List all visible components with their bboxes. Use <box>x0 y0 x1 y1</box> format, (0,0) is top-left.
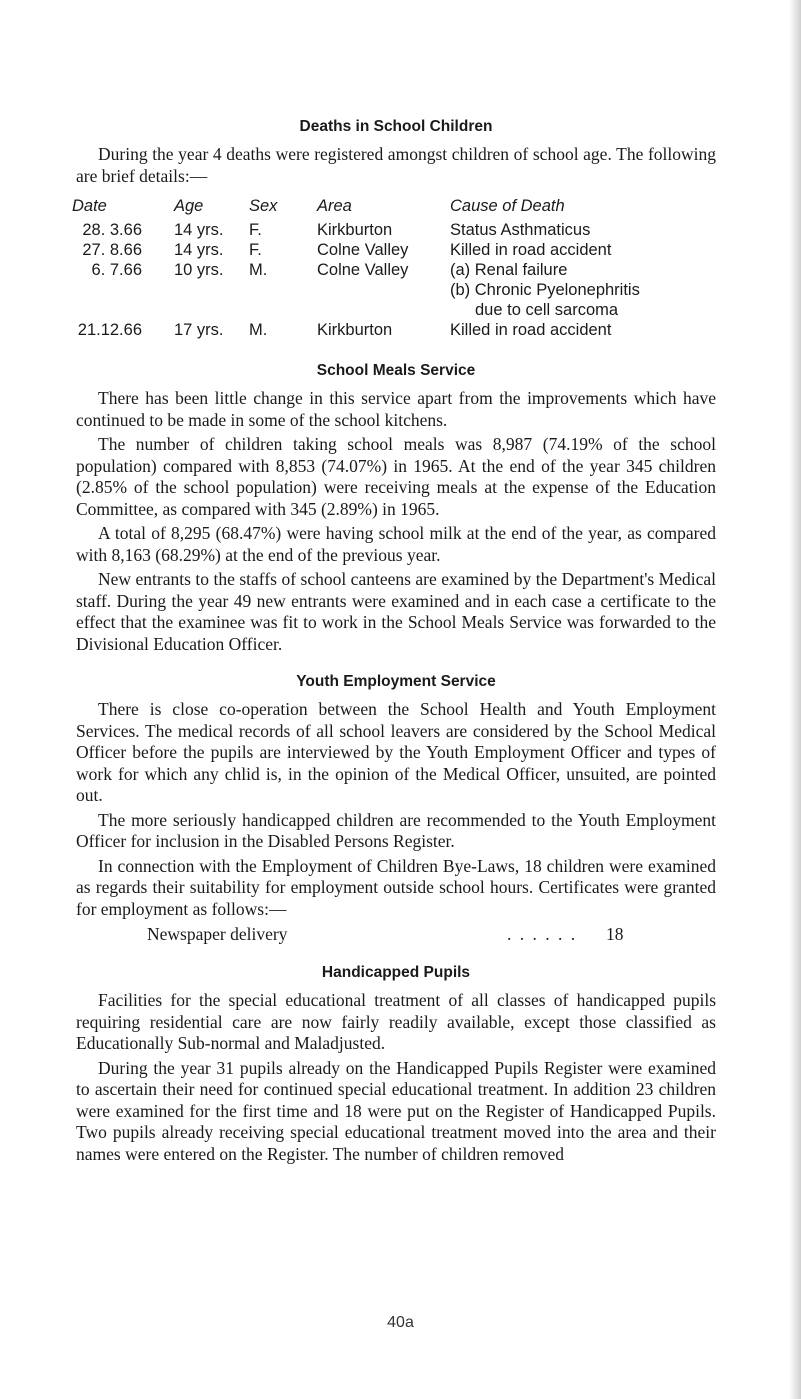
deaths-table-header <box>72 196 716 216</box>
table-row <box>76 220 716 240</box>
table-row-continuation <box>76 300 716 320</box>
row-cause: (a) Renal failure <box>450 261 568 279</box>
meals-paragraph: A total of 8,295 (68.47%) were having school milk at the end of the year, as compared with 8,163 (68.29%) at the end of the previous year. <box>76 523 716 565</box>
row-date: 6. 7.66 <box>91 261 142 279</box>
document-page <box>72 118 716 1165</box>
row-sex: F. <box>249 221 262 239</box>
row-cause-line: (b) Chronic Pyelonephritis <box>450 281 640 299</box>
table-row-continuation <box>76 280 716 300</box>
meals-paragraph: There has been little change in this service apart from the improvements which have continued to be made in some of the school kitchens. <box>76 388 716 430</box>
page-number: 40a <box>387 1314 414 1331</box>
row-cause: Killed in road accident <box>450 241 612 259</box>
row-cause: Status Asthmaticus <box>450 221 591 239</box>
row-age: 10 yrs. <box>174 261 224 279</box>
row-area: Colne Valley <box>317 261 409 279</box>
row-cause-line: due to cell sarcoma <box>475 301 619 319</box>
youth-paragraph: The more seriously handicapped children are recommended to the Youth Employment Officer for inclusion in the Disabled Persons Register. <box>76 809 716 851</box>
youth-section <box>76 673 716 946</box>
row-sex: F. <box>249 241 262 259</box>
col-cause: Cause of Death <box>450 197 565 215</box>
meals-heading: School Meals Service <box>316 362 476 379</box>
handicapped-section <box>76 964 716 1165</box>
youth-paragraph: In connection with the Employment of Children Bye-Laws, 18 children were examined as regards their suitability for employment outside school hours. Certificates were granted for employment as follows:— <box>76 855 716 919</box>
certificate-label: Newspaper delivery <box>147 924 288 944</box>
col-area: Area <box>317 197 352 215</box>
deaths-heading: Deaths in School Children <box>299 118 493 135</box>
row-cause: Killed in road accident <box>450 321 612 339</box>
meals-section <box>76 362 716 655</box>
row-age: 14 yrs. <box>174 221 224 239</box>
youth-heading: Youth Employment Service <box>296 673 496 690</box>
col-sex: Sex <box>249 197 278 215</box>
handicapped-heading: Handicapped Pupils <box>321 964 471 981</box>
certificate-line <box>76 924 716 946</box>
deaths-section <box>72 118 716 340</box>
row-sex: M. <box>249 321 268 339</box>
row-sex: M. <box>249 261 268 279</box>
handicapped-paragraph: Facilities for the special educational treatment of all classes of handicapped pupils requiring residential care are now fairly readily available, except those classified as Educationally Sub-normal and Maladjusted. <box>76 990 716 1053</box>
meals-paragraph: New entrants to the staffs of school canteens are examined by the Department's Medical staff. During the year 49 new entrants were examined and in each case a certificate to the effect that the examinee was fit to work in the School Meals Service was forwarded to the Divisional Education Officer. <box>76 569 716 654</box>
deaths-intro: During the year 4 deaths were registered amongst children of school age. The following are brief details:— <box>76 144 716 186</box>
row-date: 21.12.66 <box>77 321 142 339</box>
col-date: Date <box>72 197 107 215</box>
table-row <box>76 260 716 280</box>
row-age: 17 yrs. <box>174 321 224 339</box>
row-date: 28. 3.66 <box>82 221 142 239</box>
row-area: Colne Valley <box>317 241 409 259</box>
table-row <box>76 240 716 260</box>
col-age: Age <box>174 197 204 215</box>
row-date: 27. 8.66 <box>82 241 142 259</box>
row-area: Kirkburton <box>317 321 393 339</box>
handicapped-paragraph: During the year 31 pupils already on the Handicapped Pupils Register were examined to ascertain their need for continued special educational treatment. In addition 23 children were examined for the first time and 18 were put on the Register of Handicapped Pupils. Two pupils already receiving special educational treatment moved into the area and their names were entered on the Register. The number of children removed <box>76 1057 716 1164</box>
leader-dots: . . . . . . <box>507 924 578 944</box>
certificate-count: 18 <box>606 924 624 944</box>
deaths-table <box>72 196 716 340</box>
row-age: 14 yrs. <box>174 241 224 259</box>
row-area: Kirkburton <box>317 221 393 239</box>
youth-paragraph: There is close co-operation between the School Health and Youth Employment Services. The medical records of all school leavers are considered by the School Medical Officer before the pupils are interviewed by the Youth Employment Officer and types of work for which any chlid is, in the opinion of the Medical Officer, unsuited, are pointed out. <box>76 699 716 805</box>
meals-paragraph: The number of children taking school meals was 8,987 (74.19% of the school population) compared with 8,853 (74.07%) in 1965. At the end of the year 345 children (2.85% of the school population) were receiving meals at the expense of the Education Committee, as compared with 345 (2.89%) in 1965. <box>76 434 716 519</box>
table-row <box>76 320 716 340</box>
page-edge-shadow <box>789 0 801 1399</box>
